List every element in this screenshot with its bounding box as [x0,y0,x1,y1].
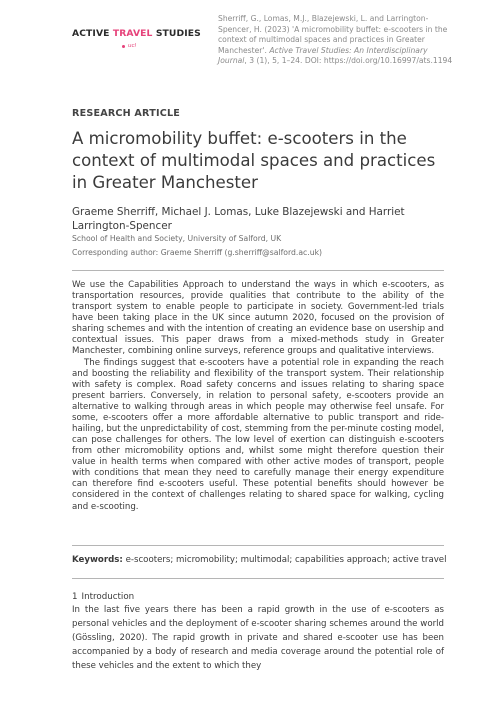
logo-word-active: ACTIVE [72,28,110,39]
abstract [72,280,444,513]
article-type-label: RESEARCH ARTICLE [72,108,181,119]
journal-logo [72,28,201,49]
divider-keywords-end [72,578,444,579]
logo-dot-icon [122,45,125,48]
logo-tagline [122,43,182,49]
section-heading-introduction [72,592,134,602]
corresponding-author: Corresponding author: Graeme Sherriff (g.sherriff@salford.ac.uk) [72,248,323,257]
logo-word-travel: TRAVEL [112,28,153,39]
section-number: 1 [72,592,78,602]
keywords-list: e-scooters; micromobility; multimodal; capabilities approach; active travel [122,555,447,565]
logo-word-studies: STUDIES [155,28,201,39]
citation-text: Sherriff, G., Lomas, M.J., Blazejewski, L. and Larrington-Spencer, H. (2023) 'A micromobility buffet: e-scooters in the context of multimodal spaces and practices in Greater Manchester'. [218,14,448,55]
divider-top [72,270,444,271]
section-title: Introduction [81,592,135,602]
abstract-paragraph-1: We use the Capabilities Approach to understand the ways in which e-scooters, as transportation resources, provide qualities that contribute to the ability of the transport system to enable people to participate in society. Government-led trials have been taking place in the UK since autumn 2020, focused on the provision of sharing schemes and with the intention of creating an evidence base on usership and contextual issues. This paper draws from a mixed-methods study in Greater Manchester, combining online surveys, reference groups and qualitative interviews. [72,280,444,357]
keywords [72,555,452,565]
keywords-label: Keywords: [72,555,123,565]
introduction-paragraph: In the last five years there has been a rapid growth in the use of e-scooters as personal vehicles and the deployment of e-scooter sharing schemes around the world (Gössling, 2020). The rapid growth in private and shared e-scooter use has been accompanied by a body of research and media coverage around the potential role of these vehicles and the extent to which they [72,605,444,671]
abstract-paragraph-2: The findings suggest that e-scooters have a potential role in expanding the reach and boosting the reliability and flexibility of the transport system. Their relationship with safety is complex. Road safety concerns and issues relating to sharing space present barriers. Conversely, in relation to personal safety, e-scooters provide an alternative to walking through areas in which people may otherwise feel unsafe. For some, e-scooters offer a more affordable alternative to public transport and ride-hailing, but the unpredictability of cost, stemming from the per-minute costing model, can pose challenges for others. The low level of exertion can distinguish e-scooters from other micromobility options and, whilst some might therefore question their value in health terms when compared with other active modes of transport, people with conditions that mean they need to carefully manage their energy expenditure can therefore find e-scooters useful. These potential benefits should however be considered in the context of challenges relating to shared space for walking, cycling and e-scooting. [72,357,444,512]
author-list: Graeme Sherriff, Michael J. Lomas, Luke Blazejewski and Harriet Larrington-Spencer [72,206,405,232]
article-title: A micromobility buffet: e-scooters in the context of multimodal spaces and practices in Greater Manchester [72,129,436,192]
divider-abstract-end [72,545,444,546]
journal-logo-wordmark [72,28,201,39]
citation-block [218,14,454,67]
author-affiliation: School of Health and Society, University of Salford, UK [72,234,282,243]
logo-tagline-text: ucl [128,43,137,49]
citation-journal: Active Travel Studies: An Interdisciplinary Journal [218,45,428,66]
citation-details: , 3 (1), 5, 1–24. DOI: https://doi.org/10.16997/ats.1194 [244,56,453,66]
introduction-body [72,603,444,673]
